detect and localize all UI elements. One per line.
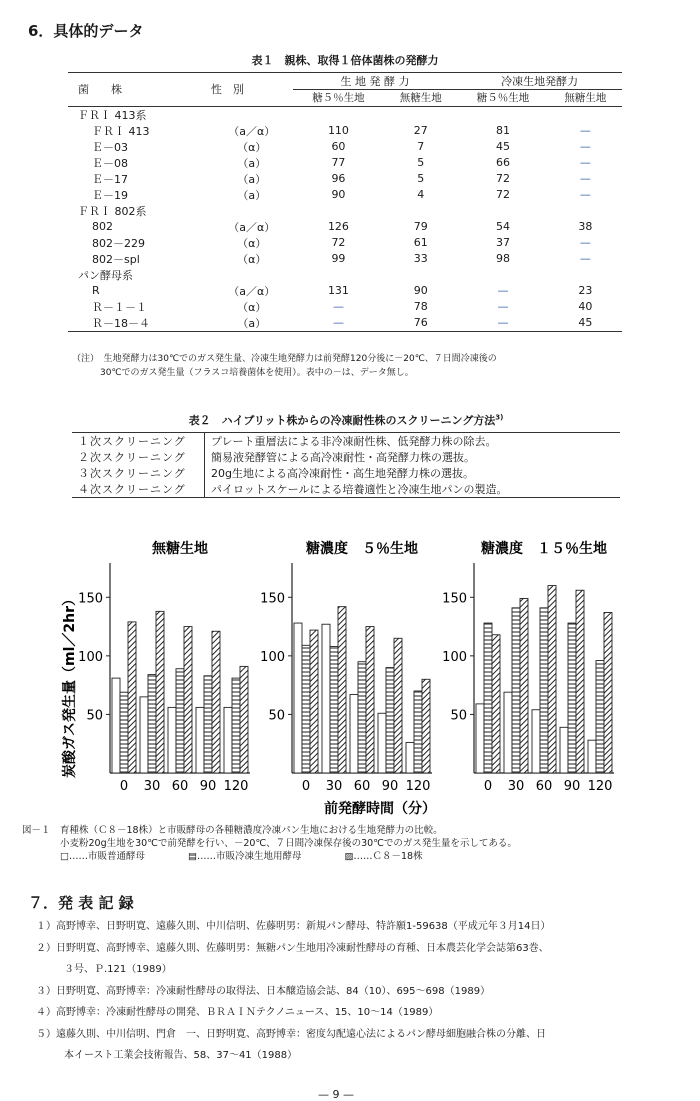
figure-caption — [22, 824, 662, 863]
table-row — [72, 433, 620, 450]
table-row — [68, 155, 622, 171]
table-cell: 99 — [331, 252, 346, 265]
bar-frozen-yeast — [176, 669, 184, 773]
bar-frozen-yeast — [512, 608, 520, 773]
y-tick-label: 150 — [78, 591, 103, 607]
table-cell: ３次スクリーニング — [72, 465, 205, 481]
table-cell: — — [497, 300, 509, 313]
bar-c8-18 — [338, 607, 346, 773]
table-cell — [549, 106, 622, 123]
section-7-heading: ７．発 表 記 録 — [28, 894, 134, 912]
table-cell: — — [579, 188, 591, 201]
table1-caption: 表１ 親株、取得１倍体菌株の発酵力 — [251, 54, 439, 67]
table-cell: （α） — [237, 236, 267, 250]
table-cell: ４次スクリーニング — [72, 481, 205, 498]
table-cell: 54 — [496, 220, 511, 233]
table2 — [72, 432, 620, 498]
chart-title: 無糖生地 — [152, 541, 208, 557]
group-dough: 生 地 発 酵 力 — [293, 73, 458, 90]
table-row — [68, 283, 622, 299]
table-cell — [293, 203, 384, 219]
table-row — [72, 465, 620, 481]
table-cell: — — [579, 172, 591, 185]
bar-commercial — [196, 707, 204, 773]
y-tick-label: 150 — [442, 591, 467, 607]
table-cell: — — [497, 284, 509, 297]
table-cell: ＦＲＩ 413系 — [78, 108, 147, 122]
bar-frozen-yeast — [540, 608, 548, 773]
table-cell: ＦＲＩ 413 — [92, 124, 150, 138]
bar-frozen-yeast — [596, 661, 604, 773]
table-cell: 5 — [417, 172, 425, 185]
reference-list — [36, 916, 676, 1067]
reference-item: ２）日野明寛、高野博幸、遠藤久則、佐藤明男：無糖パン生地用冷凍耐性酵母の育種、日本農芸化学会誌第63巻、 — [36, 942, 549, 954]
table-cell: パン酵母系 — [78, 268, 133, 282]
table-cell: R — [92, 284, 100, 297]
bar-c8-18 — [156, 611, 164, 773]
bar-commercial — [322, 624, 330, 773]
reference-item: 本イースト工業会技術報告、58、37～41（1988） — [64, 1050, 298, 1061]
group-frozen-dough: 冷凍生地発酵力 — [457, 73, 622, 90]
bar-c8-18 — [310, 630, 318, 773]
bar-c8-18 — [520, 598, 528, 773]
bar-frozen-yeast — [232, 678, 240, 773]
subcol: 糖５％生地 — [293, 90, 384, 107]
subcol: 無糖生地 — [549, 90, 622, 107]
table-cell — [293, 267, 384, 283]
chart-title: 糖濃度 １５％生地 — [481, 541, 607, 557]
chart-title: 糖濃度 ５％生地 — [306, 541, 418, 557]
table-cell: — — [293, 315, 384, 332]
table-cell — [211, 203, 293, 219]
x-tick-label: 60 — [171, 779, 189, 794]
x-tick-label: 90 — [199, 779, 217, 794]
bar-c8-18 — [128, 622, 136, 773]
reference-item: ３号、Ｐ.121（1989） — [64, 964, 172, 975]
table-cell: Ｅ－17 — [92, 172, 128, 186]
table-cell: （α） — [237, 140, 267, 154]
table-cell: 96 — [331, 172, 346, 185]
chart-area — [60, 535, 670, 820]
y-tick-label: 100 — [442, 649, 467, 665]
y-tick-label: 150 — [260, 591, 285, 607]
table-row — [68, 315, 622, 332]
bar-commercial — [504, 692, 512, 773]
table-row — [68, 251, 622, 267]
table-group-row — [68, 267, 622, 283]
bar-c8-18 — [212, 631, 220, 773]
note-line: 30℃でのガス発生量（フラスコ培養菌体を使用）。表中の－は、データ無し。 — [100, 368, 414, 378]
x-tick-label: 0 — [301, 779, 311, 794]
bar-frozen-yeast — [302, 645, 310, 773]
x-tick-label: 60 — [535, 779, 553, 794]
legend-plain: □……市販普通酵母 — [60, 851, 145, 862]
table-cell — [384, 203, 457, 219]
table-cell: 126 — [327, 220, 349, 233]
table-cell: 72 — [496, 188, 511, 201]
table-cell: 簡易液発酵管による高冷凍耐性・高発酵力株の選抜。 — [211, 451, 475, 464]
table-cell: Ｅ－03 — [92, 140, 128, 154]
y-tick-label: 50 — [450, 708, 467, 724]
x-tick-label: 60 — [353, 779, 371, 794]
bar-frozen-yeast — [120, 692, 128, 773]
table-cell: 61 — [413, 236, 428, 249]
table-cell: Ｅ－19 — [92, 188, 128, 202]
bar-commercial — [406, 743, 414, 773]
table-cell: 76 — [384, 315, 457, 332]
col-sex: 性 別 — [211, 73, 293, 107]
bar-c8-18 — [576, 590, 584, 773]
table-cell: Ｒ－18－４ — [68, 315, 211, 332]
table-cell: パイロットスケールによる培養適性と冷凍生地パンの製造。 — [205, 481, 621, 498]
x-tick-label: 0 — [119, 779, 129, 794]
table-cell: — — [579, 236, 591, 249]
table-cell: 27 — [413, 124, 428, 137]
table-row — [68, 123, 622, 139]
bar-frozen-yeast — [204, 676, 212, 773]
table2-caption — [72, 412, 620, 428]
table-cell — [549, 203, 622, 219]
table-cell — [211, 267, 293, 283]
table-cell: （a） — [237, 156, 267, 170]
table-row — [68, 139, 622, 155]
table-cell: 45 — [496, 140, 511, 153]
table-cell: 802－spl — [92, 252, 140, 266]
table-cell: 81 — [496, 124, 511, 137]
bar-c8-18 — [366, 627, 374, 773]
bar-commercial — [378, 713, 386, 773]
bar-c8-18 — [184, 627, 192, 773]
subcol: 糖５％生地 — [457, 90, 548, 107]
table-cell — [549, 267, 622, 283]
table-cell: 5 — [417, 156, 425, 169]
table-cell — [457, 106, 548, 123]
bar-frozen-yeast — [484, 623, 492, 773]
x-tick-label: 90 — [381, 779, 399, 794]
bar-frozen-yeast — [358, 662, 366, 773]
table-cell: （a） — [237, 172, 267, 186]
caption-text: 表２ ハイブリット株からの冷凍耐性株のスクリーニング方法 — [188, 414, 496, 427]
bar-commercial — [112, 678, 120, 773]
table1 — [68, 72, 622, 332]
table-cell: （a／α） — [228, 220, 276, 234]
table-cell: 78 — [413, 300, 428, 313]
x-axis-label: 前発酵時間（分） — [324, 801, 436, 817]
table-cell: 98 — [496, 252, 511, 265]
x-tick-label: 120 — [587, 779, 613, 794]
note-line: （注） 生地発酵力は30℃でのガス発生量、冷凍生地発酵力は前発酵120分後に－20℃、７日間冷凍後の — [72, 354, 497, 364]
reference-item: １）高野博幸、日野明寛、遠藤久則、中川信明、佐藤明男：新規パン酵母、特許願1-59638（平成元年３月14日） — [36, 921, 551, 932]
table-cell: （a／α） — [228, 124, 276, 138]
table-cell: 4 — [417, 188, 425, 201]
table-cell: — — [579, 156, 591, 169]
y-tick-label: 50 — [86, 708, 103, 724]
bar-frozen-yeast — [414, 691, 422, 773]
bar-commercial — [532, 710, 540, 773]
table-row — [68, 235, 622, 251]
bar-commercial — [224, 707, 232, 773]
y-axis-label: 炭酸ガス発生量（ml／2hr） — [62, 592, 78, 778]
table-cell: 38 — [578, 220, 593, 233]
y-tick-label: 50 — [268, 708, 285, 724]
legend-frozen: ▤……市販冷凍生地用酵母 — [188, 851, 302, 862]
table-cell: 131 — [327, 284, 349, 297]
table-cell: 33 — [413, 252, 428, 265]
section-6-heading: 6．具体的データ — [28, 22, 144, 40]
bar-c8-18 — [394, 638, 402, 773]
table-cell: 20g生地による高冷凍耐性・高生地発酵力株の選抜。 — [211, 467, 474, 480]
table-cell: 66 — [496, 156, 511, 169]
x-tick-label: 120 — [405, 779, 431, 794]
table-cell: 45 — [549, 315, 622, 332]
table-group-row — [68, 106, 622, 123]
bar-commercial — [350, 695, 358, 773]
figure-caption-line: 小麦粉20g生地を30℃で前発酵を行い、－20℃、７日間冷凍保存後の30℃でのガス発生量を示してある。 — [60, 838, 517, 849]
table-cell: 72 — [496, 172, 511, 185]
reference-item: ３）日野明寛、高野博幸：冷凍耐性酵母の取得法、日本醸造協会誌、84（10）、695～698（1989） — [36, 985, 491, 997]
table-cell: 110 — [327, 124, 349, 137]
table-cell: 802 — [92, 220, 113, 233]
bar-commercial — [140, 697, 148, 773]
bar-frozen-yeast — [568, 623, 576, 773]
table-cell: （a／α） — [228, 284, 276, 298]
table-cell: （α） — [237, 252, 267, 266]
x-tick-label: 120 — [223, 779, 249, 794]
bar-frozen-yeast — [330, 646, 338, 773]
table-row — [72, 481, 620, 498]
table-cell: 37 — [496, 236, 511, 249]
table-cell: 72 — [331, 236, 346, 249]
table-group-row — [68, 203, 622, 219]
table-cell: Ｒ－１－１ — [92, 300, 147, 314]
page-number: — 9 — — [318, 1088, 354, 1101]
table-cell — [384, 106, 457, 123]
table-row — [68, 171, 622, 187]
table-cell: ２次スクリーニング — [72, 449, 205, 465]
table-row — [68, 219, 622, 235]
table-cell: 60 — [331, 140, 346, 153]
table1-note — [72, 352, 632, 380]
table-cell: １次スクリーニング — [72, 433, 205, 450]
table-cell: Ｅ－08 — [92, 156, 128, 170]
reference-item: ５）遠藤久則、中川信明、門倉 一、日野明寛、高野博幸：密度勾配遠心法によるパン酵母細胞融合株の分離、日 — [36, 1028, 546, 1040]
table-cell: （a） — [211, 315, 293, 332]
table-cell: — — [332, 300, 344, 313]
x-tick-label: 30 — [143, 779, 161, 794]
subcol: 無糖生地 — [384, 90, 457, 107]
table-cell — [457, 267, 548, 283]
bar-commercial — [168, 707, 176, 773]
table-cell: — — [579, 252, 591, 265]
bar-c8-18 — [492, 635, 500, 773]
table-cell: — — [579, 140, 591, 153]
reference-item: ４）高野博幸：冷凍耐性酵母の開発、ＢＲＡＩＮテクノニュース、15、10～14（1989） — [36, 1007, 439, 1018]
x-tick-label: 0 — [483, 779, 493, 794]
bar-commercial — [560, 727, 568, 773]
table-cell: 79 — [413, 220, 428, 233]
table-cell — [384, 267, 457, 283]
table-cell: 802－229 — [92, 236, 145, 250]
table-cell — [293, 106, 384, 123]
table-cell: 40 — [578, 300, 593, 313]
bar-commercial — [588, 740, 596, 773]
table-row — [68, 187, 622, 203]
bar-c8-18 — [604, 613, 612, 773]
y-tick-label: 100 — [260, 649, 285, 665]
bar-c8-18 — [548, 586, 556, 773]
x-tick-label: 90 — [563, 779, 581, 794]
bar-frozen-yeast — [386, 668, 394, 773]
col-strain: 菌 株 — [68, 73, 211, 107]
table-cell: 90 — [331, 188, 346, 201]
table-row — [68, 299, 622, 315]
table-cell: — — [579, 124, 591, 137]
table-cell: ＦＲＩ 802系 — [78, 204, 147, 218]
table-cell: 90 — [413, 284, 428, 297]
table-cell — [457, 203, 548, 219]
table-cell: プレート重層法による非冷凍耐性株、低発酵力株の除去。 — [205, 433, 621, 450]
table-cell: 77 — [331, 156, 346, 169]
bar-commercial — [476, 704, 484, 773]
bar-frozen-yeast — [148, 675, 156, 773]
table-cell: 23 — [578, 284, 593, 297]
table-cell — [211, 106, 293, 123]
x-tick-label: 30 — [325, 779, 343, 794]
table-cell: （α） — [237, 300, 267, 314]
legend-c8: ▨……Ｃ８－18株 — [344, 851, 423, 862]
bar-c8-18 — [240, 666, 248, 773]
table-row — [72, 449, 620, 465]
bar-c8-18 — [422, 679, 430, 773]
y-tick-label: 100 — [78, 649, 103, 665]
x-tick-label: 30 — [507, 779, 525, 794]
bar-commercial — [294, 623, 302, 773]
table-cell: （a） — [237, 188, 267, 202]
table-cell: 7 — [417, 140, 425, 153]
caption-ref: 3) — [495, 413, 504, 422]
table-cell: — — [457, 315, 548, 332]
figure-caption-line: 図－１ 育種株（Ｃ８－18株）と市販酵母の各種糖濃度冷凍パン生地における生地発酵力の比較。 — [22, 825, 443, 836]
